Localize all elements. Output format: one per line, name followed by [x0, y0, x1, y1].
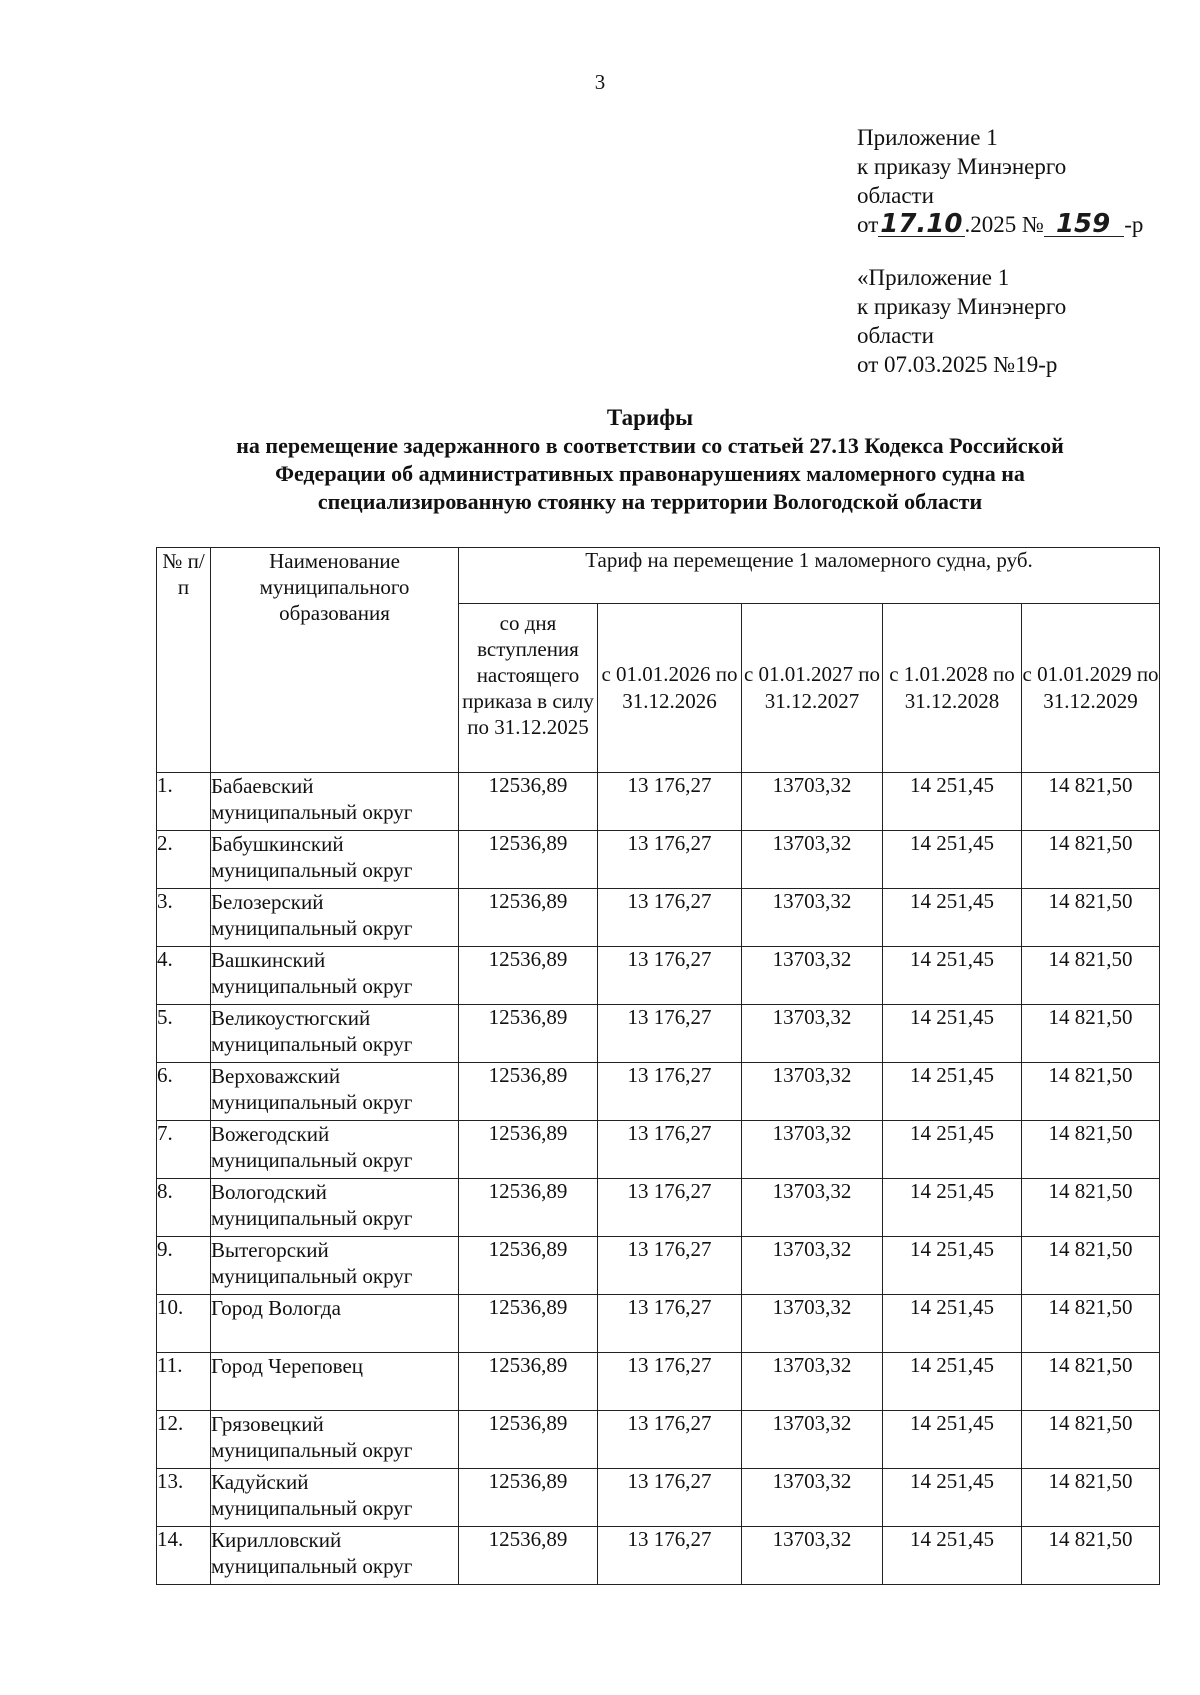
table-row [157, 1469, 1160, 1527]
municipality-name: Бабаевский муниципальный округ [211, 773, 459, 831]
tariff-value: 12536,89 [459, 1469, 598, 1527]
col-header-name: Наименование муниципального образования [211, 548, 459, 773]
table-row [157, 1005, 1160, 1063]
annex-line: к приказу Минэнерго [857, 154, 1067, 179]
tariff-value: 13 176,27 [598, 1295, 742, 1353]
row-number: 8. [157, 1179, 211, 1237]
tariff-value: 13703,32 [742, 1063, 883, 1121]
municipality-name: Верховажский муниципальный округ [211, 1063, 459, 1121]
tariff-value: 12536,89 [459, 1063, 598, 1121]
table-row [157, 773, 1160, 831]
table-row [157, 1063, 1160, 1121]
annex-line: «Приложение 1 [857, 265, 1010, 290]
tariff-value: 13703,32 [742, 773, 883, 831]
tariff-value: 12536,89 [459, 1121, 598, 1179]
municipality-name: Кадуйский муниципальный округ [211, 1469, 459, 1527]
tariff-value: 14 251,45 [883, 1353, 1022, 1411]
row-number: 9. [157, 1237, 211, 1295]
handwritten-date: 17.10 [880, 209, 963, 239]
municipality-name: Великоустюгский муниципальный округ [211, 1005, 459, 1063]
municipality-name: Вытегорский муниципальный округ [211, 1237, 459, 1295]
tariff-value: 14 251,45 [883, 1179, 1022, 1237]
tariff-value: 14 251,45 [883, 1005, 1022, 1063]
row-number: 10. [157, 1295, 211, 1353]
tariff-value: 14 251,45 [883, 1527, 1022, 1585]
col-header-period: со дня вступления настоящего приказа в силу по 31.12.2025 [459, 604, 598, 773]
col-header-tariff: Тариф на перемещение 1 маломерного судна, руб. [459, 548, 1160, 604]
tariff-value: 14 821,50 [1022, 1121, 1160, 1179]
tariff-value: 14 251,45 [883, 1121, 1022, 1179]
title-line: Федерации об административных правонарушениях маломерного судна на [275, 461, 1025, 486]
tariff-value: 14 821,50 [1022, 773, 1160, 831]
municipality-name: Город Вологда [211, 1295, 459, 1353]
tariff-value: 13 176,27 [598, 1353, 742, 1411]
annex-date-line [857, 210, 1143, 239]
row-number: 1. [157, 773, 211, 831]
tariff-value: 14 251,45 [883, 947, 1022, 1005]
tariff-value: 13 176,27 [598, 1005, 742, 1063]
tariff-value: 14 251,45 [883, 1295, 1022, 1353]
annex-line: Приложение 1 [857, 125, 998, 150]
row-number: 11. [157, 1353, 211, 1411]
tariff-value: 13 176,27 [598, 1469, 742, 1527]
row-number: 12. [157, 1411, 211, 1469]
tariff-value: 13 176,27 [598, 1527, 742, 1585]
row-number: 13. [157, 1469, 211, 1527]
tariff-value: 13 176,27 [598, 1411, 742, 1469]
annex-line: от 07.03.2025 №19-р [857, 352, 1058, 377]
tariff-value: 13703,32 [742, 1295, 883, 1353]
table-row [157, 889, 1160, 947]
tariff-value: 13703,32 [742, 1005, 883, 1063]
tariff-value: 13 176,27 [598, 831, 742, 889]
annex-header-previous [857, 263, 1066, 379]
annex-line: области [857, 183, 934, 208]
row-number: 2. [157, 831, 211, 889]
tariff-value: 13 176,27 [598, 1179, 742, 1237]
row-number: 3. [157, 889, 211, 947]
tariff-value: 13 176,27 [598, 1121, 742, 1179]
col-header-period: с 01.01.2027 по 31.12.2027 [742, 604, 883, 773]
tariff-value: 13703,32 [742, 1353, 883, 1411]
municipality-name: Город Череповец [211, 1353, 459, 1411]
municipality-name: Вашкинский муниципальный округ [211, 947, 459, 1005]
col-header-period: с 1.01.2028 по 31.12.2028 [883, 604, 1022, 773]
tariff-value: 14 821,50 [1022, 889, 1160, 947]
tariff-value: 14 251,45 [883, 1469, 1022, 1527]
municipality-name: Вожегодский муниципальный округ [211, 1121, 459, 1179]
tariff-value: 13703,32 [742, 831, 883, 889]
municipality-name: Кирилловский муниципальный округ [211, 1527, 459, 1585]
tariff-value: 12536,89 [459, 889, 598, 947]
municipality-name: Грязовецкий муниципальный округ [211, 1411, 459, 1469]
tariff-value: 14 821,50 [1022, 1527, 1160, 1585]
tariff-table [156, 547, 1160, 1585]
row-number: 4. [157, 947, 211, 1005]
table-row [157, 947, 1160, 1005]
tariff-value: 13703,32 [742, 1179, 883, 1237]
tariff-value: 14 251,45 [883, 831, 1022, 889]
municipality-name: Вологодский муниципальный округ [211, 1179, 459, 1237]
tariff-value: 12536,89 [459, 1353, 598, 1411]
tariff-value: 13703,32 [742, 889, 883, 947]
annex-line: области [857, 323, 934, 348]
tariff-value: 13703,32 [742, 1527, 883, 1585]
title-line: специализированную стоянку на территории Вологодской области [317, 489, 983, 514]
tariff-value: 13 176,27 [598, 1063, 742, 1121]
tariff-value: 13703,32 [742, 1411, 883, 1469]
tariff-value: 12536,89 [459, 1179, 598, 1237]
table-row [157, 1411, 1160, 1469]
tariff-value: 14 821,50 [1022, 831, 1160, 889]
tariff-value: 13703,32 [742, 1469, 883, 1527]
annex-header-current [857, 123, 1143, 239]
tariff-value: 12536,89 [459, 1295, 598, 1353]
row-number: 5. [157, 1005, 211, 1063]
date-suffix: .2025 № [964, 212, 1044, 237]
tariff-value: 14 251,45 [883, 773, 1022, 831]
tariff-value: 14 251,45 [883, 1063, 1022, 1121]
table-row [157, 1121, 1160, 1179]
number-suffix: -р [1124, 212, 1144, 237]
col-header-number: № п/п [157, 548, 211, 773]
col-header-period: с 01.01.2026 по 31.12.2026 [598, 604, 742, 773]
tariff-value: 14 821,50 [1022, 1469, 1160, 1527]
table-row [157, 1295, 1160, 1353]
row-number: 6. [157, 1063, 211, 1121]
tariff-value: 14 251,45 [883, 1411, 1022, 1469]
tariff-value: 14 821,50 [1022, 1179, 1160, 1237]
table-row [157, 831, 1160, 889]
tariff-value: 12536,89 [459, 947, 598, 1005]
table-header-row [157, 548, 1160, 604]
tariff-value: 14 821,50 [1022, 1411, 1160, 1469]
row-number: 14. [157, 1527, 211, 1585]
table-row [157, 1179, 1160, 1237]
title-line: на перемещение задержанного в соответствии со статьей 27.13 Кодекса Российской [236, 433, 1064, 458]
tariff-value: 14 821,50 [1022, 1005, 1160, 1063]
tariff-value: 12536,89 [459, 1527, 598, 1585]
tariff-value: 13703,32 [742, 1237, 883, 1295]
tariff-value: 13703,32 [742, 1121, 883, 1179]
tariff-value: 12536,89 [459, 773, 598, 831]
row-number: 7. [157, 1121, 211, 1179]
table-row [157, 1527, 1160, 1585]
tariff-value: 13 176,27 [598, 773, 742, 831]
tariff-value: 14 821,50 [1022, 947, 1160, 1005]
title-main: Тарифы [606, 405, 694, 430]
tariff-value: 13 176,27 [598, 947, 742, 1005]
tariff-value: 12536,89 [459, 831, 598, 889]
handwritten-order-number: 159 [1044, 212, 1124, 237]
tariff-value: 13703,32 [742, 947, 883, 1005]
annex-line: к приказу Минэнерго [857, 294, 1067, 319]
page-number: 3 [594, 70, 606, 94]
municipality-name: Бабушкинский муниципальный округ [211, 831, 459, 889]
tariff-value: 14 821,50 [1022, 1237, 1160, 1295]
tariff-value: 13 176,27 [598, 889, 742, 947]
table-row [157, 1353, 1160, 1411]
tariff-value: 12536,89 [459, 1411, 598, 1469]
document-title [150, 404, 1150, 516]
tariff-value: 14 821,50 [1022, 1063, 1160, 1121]
col-header-period: с 01.01.2029 по 31.12.2029 [1022, 604, 1160, 773]
table-row [157, 1237, 1160, 1295]
tariff-value: 14 821,50 [1022, 1353, 1160, 1411]
tariff-value: 14 251,45 [883, 1237, 1022, 1295]
tariff-value: 12536,89 [459, 1005, 598, 1063]
municipality-name: Белозерский муниципальный округ [211, 889, 459, 947]
tariff-value: 14 821,50 [1022, 1295, 1160, 1353]
tariff-value: 13 176,27 [598, 1237, 742, 1295]
date-prefix: от [857, 212, 879, 237]
tariff-value: 12536,89 [459, 1237, 598, 1295]
tariff-value: 14 251,45 [883, 889, 1022, 947]
